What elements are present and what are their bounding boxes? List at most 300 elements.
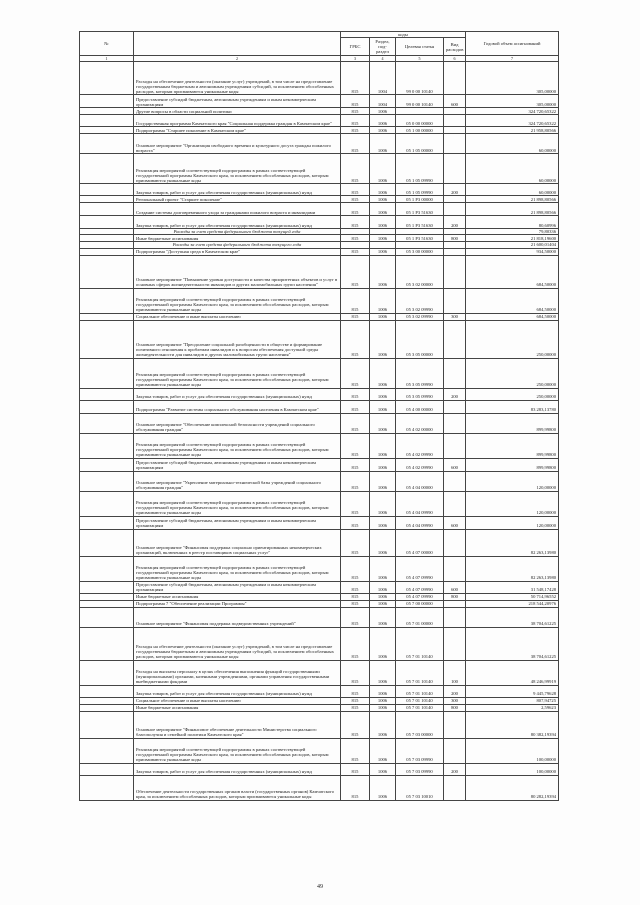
- row-razdel-cell: 1006: [370, 288, 396, 313]
- row-name-cell: Основное мероприятие "Организация свободного времени и культурного досуга граждан пожилого возраста": [134, 134, 341, 154]
- row-target-article-cell: 05 4 02 00000: [396, 413, 444, 433]
- row-target-article-cell: 05 1 05 00000: [396, 134, 444, 154]
- row-name-cell: Государственная программа Камчатского края "Социальная поддержка граждан в Камчатском крае": [134, 115, 341, 127]
- row-target-article-cell: 05 1 05 09990: [396, 184, 444, 196]
- row-name-cell: Предоставление субсидий бюджетным, автономным учреждениям и иным некоммерческим организациям: [134, 458, 341, 471]
- row-name-cell: Региональный проект "Старшее поколение": [134, 196, 341, 203]
- row-amount-cell: 60,00000: [466, 154, 559, 184]
- row-expense-type-cell: 800: [444, 235, 466, 242]
- table-row: [80, 134, 559, 154]
- row-number-cell: [80, 108, 134, 115]
- row-number-cell: [80, 556, 134, 581]
- row-grbs-cell: 815: [341, 685, 370, 697]
- row-amount-cell: 9 445,79628: [466, 685, 559, 697]
- column-number: 7: [466, 56, 559, 62]
- row-razdel-cell: 1006: [370, 154, 396, 184]
- row-razdel-cell: 1006: [370, 255, 396, 288]
- row-name-cell: Социальное обеспечение и иные выплаты населению: [134, 697, 341, 704]
- row-amount-cell: 120,00000: [466, 491, 559, 516]
- row-expense-type-cell: 800: [444, 593, 466, 600]
- row-number-cell: [80, 413, 134, 433]
- row-name-cell: Реализация мероприятий соответствующей подпрограммы в рамках соответствующей государственной программы Камчатского края, за исключением обособленных расходов, которым присваиваются уникальные коды: [134, 358, 341, 388]
- row-target-article-cell: 05 7 01 10140: [396, 660, 444, 685]
- row-razdel-cell: 1006: [370, 216, 396, 229]
- row-amount-cell: 250,00000: [466, 388, 559, 400]
- row-expense-type-cell: [444, 627, 466, 660]
- row-expense-type-cell: [444, 203, 466, 216]
- table-row: [80, 711, 559, 738]
- row-grbs-cell: 815: [341, 154, 370, 184]
- header-vr: Вид расходов: [444, 38, 466, 56]
- row-name-cell: Подпрограмма "Старшее поколение в Камчатском крае": [134, 127, 341, 134]
- table-body: [80, 62, 559, 800]
- row-name-cell: Расходы на обеспечение деятельности (оказание услуг) учреждений, в том числе на предоставление государственным бюджетным и автономным учреждениям субсидий, за исключением обособленных расходов, которым присваиваются уникальные коды: [134, 627, 341, 660]
- row-grbs-cell: 815: [341, 529, 370, 556]
- table-row: [80, 216, 559, 229]
- row-amount-cell: 82 263,13980: [466, 556, 559, 581]
- row-razdel-cell: 1006: [370, 320, 396, 358]
- row-razdel-cell: 1006: [370, 248, 396, 255]
- row-expense-type-cell: [444, 127, 466, 134]
- row-expense-type-cell: [444, 62, 466, 95]
- row-amount-cell: 60,00000: [466, 184, 559, 196]
- row-amount-cell: 684,50000: [466, 288, 559, 313]
- row-expense-type-cell: [444, 358, 466, 388]
- row-number-cell: [80, 400, 134, 413]
- row-grbs-cell: 815: [341, 196, 370, 203]
- row-amount-cell: 38 704,61225: [466, 607, 559, 627]
- row-grbs-cell: 815: [341, 115, 370, 127]
- row-expense-type-cell: [444, 134, 466, 154]
- table-row: [80, 154, 559, 184]
- row-grbs-cell: 815: [341, 248, 370, 255]
- row-razdel-cell: 1006: [370, 600, 396, 607]
- row-expense-type-cell: [444, 491, 466, 516]
- header-codes: коды: [341, 32, 466, 38]
- row-amount-cell: 21 600,01404: [466, 242, 559, 248]
- row-razdel-cell: 1006: [370, 184, 396, 196]
- header-grbs: ГРБС: [341, 38, 370, 56]
- row-razdel-cell: 1006: [370, 763, 396, 775]
- row-grbs-cell: 815: [341, 775, 370, 800]
- row-target-article-cell: 05 3 00 00000: [396, 248, 444, 255]
- row-amount-cell: 807,94725: [466, 697, 559, 704]
- row-number-cell: [80, 255, 134, 288]
- row-razdel-cell: 1006: [370, 115, 396, 127]
- column-number: 2: [134, 56, 341, 62]
- table-row: [80, 458, 559, 471]
- row-razdel-cell: 1006: [370, 196, 396, 203]
- row-grbs-cell: 815: [341, 320, 370, 358]
- row-name-cell: Основное мероприятие "Финансовое обеспечение деятельности Министерства социального благополучия и семейной политики Камчатского края": [134, 711, 341, 738]
- table-row: [80, 255, 559, 288]
- row-amount-cell: 80 382,19394: [466, 711, 559, 738]
- table-row: [80, 358, 559, 388]
- row-razdel-cell: 1006: [370, 775, 396, 800]
- table-row: [80, 529, 559, 556]
- table-row: [80, 95, 559, 108]
- row-amount-cell: 21 818,19600: [466, 235, 559, 242]
- column-number: 1: [80, 56, 134, 62]
- row-grbs-cell: 815: [341, 458, 370, 471]
- row-target-article-cell: 05 1 00 00000: [396, 127, 444, 134]
- row-number-cell: [80, 216, 134, 229]
- table-row: [80, 203, 559, 216]
- row-target-article-cell: 05 7 01 10140: [396, 704, 444, 711]
- row-number-cell: [80, 313, 134, 320]
- row-razdel-cell: 1004: [370, 95, 396, 108]
- row-expense-type-cell: 200: [444, 763, 466, 775]
- row-razdel-cell: 1006: [370, 581, 396, 593]
- row-razdel-cell: 1006: [370, 556, 396, 581]
- row-name-cell: Иные бюджетные ассигнования: [134, 593, 341, 600]
- row-target-article-cell: 05 7 03 00000: [396, 711, 444, 738]
- row-target-article-cell: 05 7 01 10140: [396, 697, 444, 704]
- table-row: [80, 738, 559, 763]
- row-grbs-cell: 815: [341, 62, 370, 95]
- row-expense-type-cell: [444, 471, 466, 491]
- row-grbs-cell: 815: [341, 593, 370, 600]
- row-grbs-cell: 815: [341, 738, 370, 763]
- row-grbs-cell: 815: [341, 697, 370, 704]
- row-name-cell: Другие вопросы в области социальной политики: [134, 108, 341, 115]
- row-name-cell: Реализация мероприятий соответствующей подпрограммы в рамках соответствующей государственной программы Камчатского края, за исключением обособленных расходов, которым присваиваются уникальные коды: [134, 491, 341, 516]
- row-expense-type-cell: 100: [444, 660, 466, 685]
- row-name-cell: Основное мероприятие "Обеспечение комплексной безопасности учреждений социального обслуживания граждан": [134, 413, 341, 433]
- row-expense-type-cell: [444, 154, 466, 184]
- row-amount-cell: 100,00000: [466, 763, 559, 775]
- table-row: [80, 115, 559, 127]
- table-row: [80, 196, 559, 203]
- row-razdel-cell: 1006: [370, 516, 396, 529]
- header-amount: Годовой объем ассигнований: [466, 32, 559, 56]
- row-target-article-cell: 05 7 01 00000: [396, 607, 444, 627]
- row-name-cell: Предоставление субсидий бюджетным, автономным учреждениям и иным некоммерческим организациям: [134, 516, 341, 529]
- table-row: [80, 288, 559, 313]
- row-grbs-cell: 815: [341, 400, 370, 413]
- row-expense-type-cell: [444, 288, 466, 313]
- header-razdel: Раздел, под-раздел: [370, 38, 396, 56]
- row-expense-type-cell: [444, 433, 466, 458]
- table-row: [80, 660, 559, 685]
- row-razdel-cell: 1006: [370, 738, 396, 763]
- row-target-article-cell: 05 7 03 09990: [396, 763, 444, 775]
- header-name: [134, 32, 341, 56]
- row-target-article-cell: 05 4 07 09990: [396, 581, 444, 593]
- row-expense-type-cell: [444, 711, 466, 738]
- row-razdel-cell: 1006: [370, 388, 396, 400]
- row-expense-type-cell: [444, 556, 466, 581]
- row-amount-cell: 684,50000: [466, 313, 559, 320]
- row-target-article-cell: 05 4 00 00000: [396, 400, 444, 413]
- table-row: [80, 413, 559, 433]
- row-expense-type-cell: [444, 600, 466, 607]
- row-number-cell: [80, 203, 134, 216]
- row-target-article-cell: 05 4 04 09990: [396, 516, 444, 529]
- table-row: [80, 627, 559, 660]
- row-expense-type-cell: 600: [444, 458, 466, 471]
- row-amount-cell: 218 544,20976: [466, 600, 559, 607]
- row-razdel-cell: 1006: [370, 529, 396, 556]
- row-target-article-cell: 05 7 01 10140: [396, 685, 444, 697]
- row-name-cell: Основное мероприятие "Финансовая поддержка социально ориентированных некоммерческих организаций, включенных в реестр поставщиков социальных услуг": [134, 529, 341, 556]
- row-target-article-cell: 05 1 P3 00000: [396, 196, 444, 203]
- row-target-article-cell: 05 3 02 00000: [396, 255, 444, 288]
- column-number: 4: [370, 56, 396, 62]
- row-razdel-cell: 1006: [370, 134, 396, 154]
- header-csr: Целевая статья: [396, 38, 444, 56]
- row-name-cell: Закупка товаров, работ и услуг для обеспечения государственных (муниципальных) нужд: [134, 388, 341, 400]
- table-row: [80, 433, 559, 458]
- table-row: [80, 600, 559, 607]
- row-number-cell: [80, 134, 134, 154]
- table-header: [80, 32, 559, 62]
- row-amount-cell: 79,80336: [466, 229, 559, 235]
- row-grbs-cell: 815: [341, 358, 370, 388]
- row-amount-cell: 899,99800: [466, 458, 559, 471]
- row-name-cell: Иные бюджетные ассигнования: [134, 235, 341, 242]
- row-expense-type-cell: 600: [444, 516, 466, 529]
- row-grbs-cell: 815: [341, 255, 370, 288]
- row-grbs-cell: 815: [341, 127, 370, 134]
- row-amount-cell: 50 714,96552: [466, 593, 559, 600]
- row-expense-type-cell: [444, 196, 466, 203]
- row-grbs-cell: 815: [341, 711, 370, 738]
- table-row: [80, 491, 559, 516]
- row-expense-type-cell: [444, 400, 466, 413]
- row-number-cell: [80, 288, 134, 313]
- row-name-cell: Социальное обеспечение и иные выплаты населению: [134, 313, 341, 320]
- row-grbs-cell: 815: [341, 607, 370, 627]
- row-number-cell: [80, 196, 134, 203]
- row-number-cell: [80, 491, 134, 516]
- row-amount-cell: 80,60996: [466, 216, 559, 229]
- row-number-cell: [80, 115, 134, 127]
- row-amount-cell: 120,00000: [466, 471, 559, 491]
- row-name-cell: Расходы на выплаты персоналу в целях обеспечения выполнения функций государственными (муниципальными) органами, казенными учреждениями, органами управления государственными внебюджетными фондами: [134, 660, 341, 685]
- row-name-cell: Основное мероприятие "Повышение уровня доступности и качества приоритетных объектов и услуг в основных сферах жизнедеятельности инвалидов и других маломобильных групп населения": [134, 255, 341, 288]
- row-grbs-cell: 815: [341, 413, 370, 433]
- row-razdel-cell: 1006: [370, 627, 396, 660]
- row-name-cell: Предоставление субсидий бюджетным, автономным учреждениям и иным некоммерческим организациям: [134, 95, 341, 108]
- row-name-cell: Закупка товаров, работ и услуг для обеспечения государственных (муниципальных) нужд: [134, 184, 341, 196]
- row-expense-type-cell: [444, 320, 466, 358]
- row-number-cell: [80, 433, 134, 458]
- row-name-cell: Реализация мероприятий соответствующей подпрограммы в рамках соответствующей государственной программы Камчатского края, за исключением обособленных расходов, которым присваиваются уникальные коды: [134, 556, 341, 581]
- row-razdel-cell: 1006: [370, 471, 396, 491]
- table-row: [80, 235, 559, 242]
- row-razdel-cell: 1006: [370, 711, 396, 738]
- table-row: [80, 607, 559, 627]
- row-number-cell: [80, 738, 134, 763]
- row-name-cell: Подпрограмма "Доступная среда в Камчатском крае": [134, 248, 341, 255]
- row-grbs-cell: 815: [341, 516, 370, 529]
- row-number-cell: [80, 62, 134, 95]
- budget-table: [79, 31, 559, 801]
- row-amount-cell: 684,50000: [466, 255, 559, 288]
- table-row: [80, 556, 559, 581]
- row-name-cell: Закупка товаров, работ и услуг для обеспечения государственных (муниципальных) нужд: [134, 763, 341, 775]
- row-number-cell: [80, 581, 134, 593]
- row-number-cell: [80, 388, 134, 400]
- row-number-cell: [80, 320, 134, 358]
- row-razdel-cell: 1006: [370, 235, 396, 242]
- row-target-article-cell: 05 1 P3 51630: [396, 216, 444, 229]
- row-grbs-cell: 815: [341, 627, 370, 660]
- row-expense-type-cell: [444, 413, 466, 433]
- row-target-article-cell: 05 4 07 09990: [396, 556, 444, 581]
- row-razdel-cell: 1006: [370, 704, 396, 711]
- table-row: [80, 400, 559, 413]
- table-row: [80, 581, 559, 593]
- table-row: [80, 763, 559, 775]
- table-row: [80, 516, 559, 529]
- row-razdel-cell: 1006: [370, 491, 396, 516]
- column-number: 6: [444, 56, 466, 62]
- row-number-cell: [80, 471, 134, 491]
- row-target-article-cell: 05 7 03 10010: [396, 775, 444, 800]
- row-amount-cell: 324 720,65322: [466, 115, 559, 127]
- row-target-article-cell: 05 0 00 00000: [396, 115, 444, 127]
- row-target-article-cell: 05 3 02 09990: [396, 288, 444, 313]
- row-amount-cell: 80 282,19394: [466, 775, 559, 800]
- row-name-cell: Иные бюджетные ассигнования: [134, 704, 341, 711]
- row-razdel-cell: 1006: [370, 313, 396, 320]
- row-razdel-cell: 1006: [370, 660, 396, 685]
- table-row: [80, 775, 559, 800]
- row-name-cell: Основное мероприятие "Преодоление социальной разобщенности в обществе и формирование позитивного отношения к проблемам инвалидов и к вопросам обеспечения доступной среды жизнедеятельности для инвалидов и других маломобильных групп населения": [134, 320, 341, 358]
- row-target-article-cell: 05 3 05 09990: [396, 388, 444, 400]
- row-name-cell: Основное мероприятие "Финансовая поддержка подведомственных учреждений": [134, 607, 341, 627]
- row-target-article-cell: 05 4 02 09990: [396, 458, 444, 471]
- row-grbs-cell: 815: [341, 491, 370, 516]
- row-number-cell: [80, 235, 134, 242]
- row-grbs-cell: 815: [341, 581, 370, 593]
- row-name-cell: Предоставление субсидий бюджетным, автономным учреждениям и иным некоммерческим организациям: [134, 581, 341, 593]
- row-razdel-cell: 1004: [370, 62, 396, 95]
- page-number: 49: [317, 884, 323, 890]
- row-number-cell: [80, 516, 134, 529]
- row-expense-type-cell: [444, 738, 466, 763]
- table-row: [80, 685, 559, 697]
- row-expense-type-cell: 300: [444, 313, 466, 320]
- row-number-cell: [80, 593, 134, 600]
- row-amount-cell: 21 898,80566: [466, 203, 559, 216]
- row-name-cell: Расходы за счет средств федерального бюджета текущей года: [134, 229, 341, 235]
- row-grbs-cell: 815: [341, 313, 370, 320]
- row-grbs-cell: 815: [341, 600, 370, 607]
- row-target-article-cell: 05 4 02 09990: [396, 433, 444, 458]
- row-amount-cell: 2,59623: [466, 704, 559, 711]
- row-grbs-cell: 815: [341, 216, 370, 229]
- row-target-article-cell: 05 1 P3 51630: [396, 235, 444, 242]
- row-name-cell: Реализация мероприятий соответствующей подпрограммы в рамках соответствующей государственной программы Камчатского края, за исключением обособленных расходов, которым присваиваются уникальные коды: [134, 288, 341, 313]
- row-name-cell: Основное мероприятие "Укрепление материально-технической базы учреждений социального обслуживания граждан": [134, 471, 341, 491]
- row-number-cell: [80, 697, 134, 704]
- row-razdel-cell: 1006: [370, 413, 396, 433]
- table-row: [80, 313, 559, 320]
- column-number: 5: [396, 56, 444, 62]
- row-expense-type-cell: [444, 529, 466, 556]
- row-target-article-cell: 05 3 05 09990: [396, 358, 444, 388]
- row-number-cell: [80, 248, 134, 255]
- table-row: [80, 62, 559, 95]
- row-grbs-cell: 815: [341, 471, 370, 491]
- row-amount-cell: 899,99800: [466, 413, 559, 433]
- row-target-article-cell: 05 4 04 09990: [396, 491, 444, 516]
- row-number-cell: [80, 685, 134, 697]
- row-name-cell: Обеспечение деятельности государственных органов власти (государственных органов) Камчатского края, за исключением обособленных расходов, которым присваиваются уникальные коды: [134, 775, 341, 800]
- row-razdel-cell: 1006: [370, 108, 396, 115]
- header-number: №: [80, 32, 134, 56]
- row-grbs-cell: 815: [341, 108, 370, 115]
- row-grbs-cell: 815: [341, 235, 370, 242]
- row-name-cell: Подпрограмма 7 "Обеспечение реализации Программы": [134, 600, 341, 607]
- row-target-article-cell: 05 1 05 09990: [396, 154, 444, 184]
- row-razdel-cell: 1006: [370, 203, 396, 216]
- row-expense-type-cell: [444, 108, 466, 115]
- row-grbs-cell: 815: [341, 288, 370, 313]
- row-number-cell: [80, 358, 134, 388]
- row-grbs-cell: 815: [341, 203, 370, 216]
- row-amount-cell: 305,00000: [466, 95, 559, 108]
- row-razdel-cell: 1006: [370, 433, 396, 458]
- row-razdel-cell: 1006: [370, 593, 396, 600]
- row-expense-type-cell: [444, 775, 466, 800]
- table-row: [80, 704, 559, 711]
- row-target-article-cell: [396, 108, 444, 115]
- row-name-cell: Закупка товаров, работ и услуг для обеспечения государственных (муниципальных) нужд: [134, 685, 341, 697]
- row-expense-type-cell: 300: [444, 697, 466, 704]
- table-row: [80, 248, 559, 255]
- row-expense-type-cell: [444, 115, 466, 127]
- row-number-cell: [80, 529, 134, 556]
- row-expense-type-cell: 200: [444, 184, 466, 196]
- row-number-cell: [80, 627, 134, 660]
- row-target-article-cell: 05 3 02 09990: [396, 313, 444, 320]
- table-row: [80, 320, 559, 358]
- table-row: [80, 471, 559, 491]
- row-grbs-cell: 815: [341, 134, 370, 154]
- row-number-cell: [80, 763, 134, 775]
- row-grbs-cell: 815: [341, 556, 370, 581]
- row-target-article-cell: 99 0 00 10140: [396, 62, 444, 95]
- row-grbs-cell: 815: [341, 184, 370, 196]
- row-razdel-cell: 1006: [370, 127, 396, 134]
- row-number-cell: [80, 95, 134, 108]
- row-expense-type-cell: 200: [444, 216, 466, 229]
- row-target-article-cell: 05 7 03 09990: [396, 738, 444, 763]
- row-number-cell: [80, 184, 134, 196]
- table-row: [80, 697, 559, 704]
- row-grbs-cell: 815: [341, 660, 370, 685]
- row-expense-type-cell: 600: [444, 95, 466, 108]
- row-number-cell: [80, 660, 134, 685]
- row-amount-cell: 60,00000: [466, 134, 559, 154]
- row-name-cell: Подпрограмма "Развитие системы социального обслуживания населения в Камчатском крае": [134, 400, 341, 413]
- row-number-cell: [80, 127, 134, 134]
- row-amount-cell: 324 720,65322: [466, 108, 559, 115]
- row-amount-cell: 934,50000: [466, 248, 559, 255]
- row-expense-type-cell: 200: [444, 685, 466, 697]
- row-number-cell: [80, 600, 134, 607]
- table-row: [80, 388, 559, 400]
- row-razdel-cell: 1006: [370, 697, 396, 704]
- row-amount-cell: 21 958,80566: [466, 127, 559, 134]
- row-name-cell: Закупка товаров, работ и услуг для обеспечения государственных (муниципальных) нужд: [134, 216, 341, 229]
- row-target-article-cell: 05 7 01 10140: [396, 627, 444, 660]
- row-amount-cell: 83 283,13780: [466, 400, 559, 413]
